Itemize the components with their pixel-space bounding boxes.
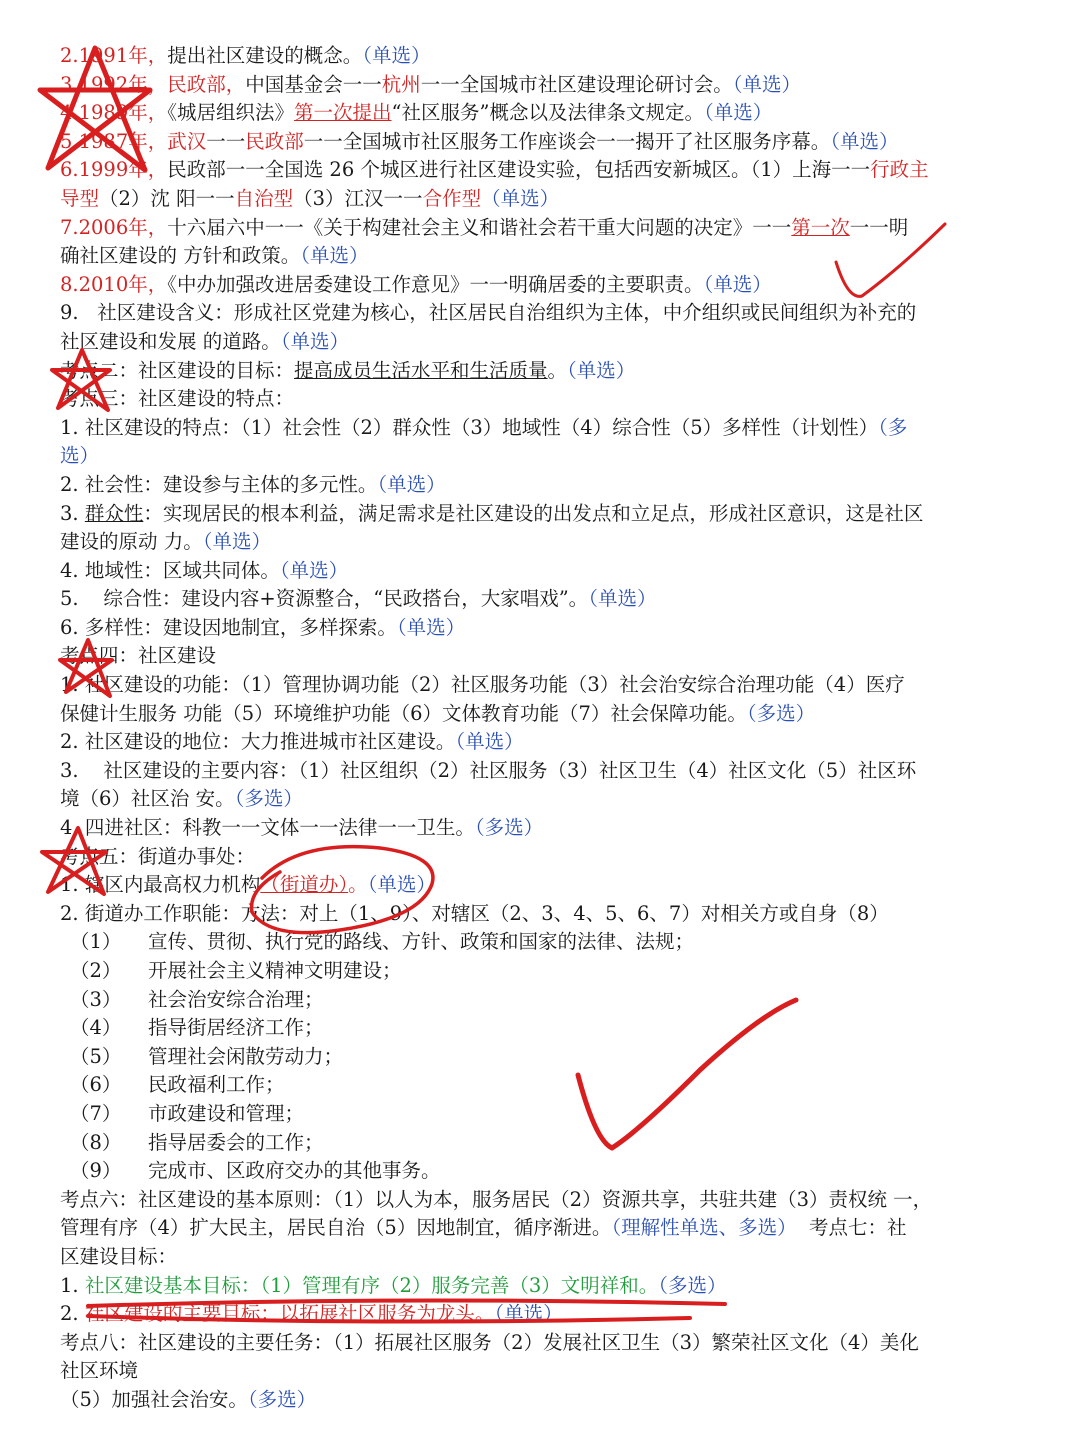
tag-single: （单选） [703,272,772,296]
line-1 [60,42,1050,71]
duty-number: （2） [70,959,122,982]
line-8 [60,242,1050,271]
tag-multi-part: （多 [878,415,908,439]
item-number: 1. [60,415,79,439]
red-text: 合作型 [422,186,482,210]
year-1987: 5.1987年， [60,129,168,153]
duty-number: （7） [70,1101,122,1125]
text: 保健计生服务 功能（5）环境维护功能（6）文体教育功能（7）社会保障功能。 [60,701,747,725]
item-number: 1. [60,1273,79,1297]
text: 一一全国城市社区建设理论研讨会。 [420,72,733,96]
item-number: 3. [60,758,79,782]
year-1991: 2.1991年， [60,44,168,67]
line-13 [60,385,1050,414]
line-5 [60,156,1050,185]
text: 。 [547,358,568,382]
line-29 [60,843,1050,872]
item-number: 2. [60,901,79,925]
duty-number: （9） [70,1159,122,1183]
underlined-red-text: 第一次 [791,215,850,239]
text: 社区环境 [60,1359,139,1383]
text: 一一 [206,129,246,153]
line-22 [60,642,1050,671]
underlined-red-text: 第一次提出 [294,101,392,125]
red-text: 行政主 [870,158,929,182]
duty-text: 市政建设和管理； [148,1101,305,1125]
section-heading: 考点四：社区建设 [60,644,217,668]
red-text: 导型 [60,186,100,210]
year-1999: 6.1999年， [60,158,168,182]
tag-single: （单选） [280,329,349,353]
text: 十六届六中一一《关于构建社会主义和谐社会若干重大问题的决定》一一 [167,215,792,239]
text: 中国基金会一一 [245,72,382,96]
duty-number: （1） [70,930,122,954]
item-number: 3. [60,501,79,525]
duty-text: 指导居委会的工作； [148,1130,324,1154]
text: 社会性：建设参与主体的多元性。 [84,472,378,496]
duty-7 [60,1100,1050,1129]
tag-single: （单选） [732,72,802,96]
duty-1 [60,928,1050,957]
tag-multi: （多选） [474,816,544,840]
tag-multi-part: 选） [60,444,100,468]
line-24 [60,700,1050,729]
tag-single: （单选） [481,186,560,210]
year-1989: 4.1989年， [60,101,168,125]
duty-text: 管理社会闲散劳动力； [148,1044,344,1068]
item-number: 9. [60,301,79,325]
line-23 [60,671,1050,700]
red-text: 民政部 [245,129,304,153]
text: 社区建设和发展 的道路。 [60,329,281,353]
text: 辖区内最高权力机构 [84,873,261,897]
text: 街道办工作职能：方法：对上（1、9）、对辖区（2、3、4、5、6、7）对相关方或自身（8） [84,901,889,925]
line-45 [60,1300,1050,1329]
section-heading: 考点三：社区建设的特点： [60,387,295,411]
text: 社区建设的功能：（1）管理协调功能（2）社区服务功能（3）社会治安综合治理功能（4）医疗 [84,673,905,697]
text: （5）加强社会治安。 [60,1387,248,1411]
section-heading: 考点二：社区建设的目标： [60,358,295,382]
section-heading: 考点五：街道办事处： [60,844,256,868]
duty-6 [60,1071,1050,1100]
line-25 [60,728,1050,757]
line-18 [60,528,1050,557]
item-number: 2. [60,1302,79,1326]
duty-text: 社会治安综合治理； [148,987,324,1011]
line-44 [60,1272,1050,1301]
item-number: 5. [60,587,79,611]
duty-number: （6） [70,1073,122,1097]
text: 确社区建设的 方针和政策。 [60,244,301,268]
item-number: 2. [60,472,79,496]
underlined-text: 群众性 [84,501,144,525]
duty-text: 开展社会主义精神文明建设； [148,959,402,982]
line-47 [60,1357,1050,1386]
line-26 [60,757,1050,786]
line-7 [60,214,1050,243]
text: 多样性：建设因地制宜，多样探索。 [84,615,397,639]
text: （3）江汉一一 [293,186,423,210]
duty-8 [60,1129,1050,1158]
duty-text: 宣传、贯彻、执行党的路线、方针、政策和国家的法律、法规； [148,930,695,954]
item-number: 2. [60,730,79,754]
duty-text: 完成市、区政府交办的其他事务。 [148,1159,441,1183]
tag-multi: （多选） [247,1387,317,1411]
line-11 [60,328,1050,357]
red-text: 。 [348,873,368,897]
tag-single: （单选） [367,873,436,897]
line-4 [60,128,1050,157]
line-48 [60,1386,1050,1415]
line-6 [60,185,1050,214]
text: （2）沈 阳一一 [99,186,235,210]
item-number: 1. [60,673,79,697]
text: 综合性：建设内容+资源整合，“民政搭台，大家唱戏”。 [103,587,589,611]
tag-single: （单选） [455,730,524,754]
tag-single: （单选） [377,472,446,496]
red-text: 武汉 [167,129,207,153]
year-2006: 7.2006年， [60,215,168,239]
text: “社区服务”概念以及法律条文规定。 [391,101,704,125]
text: 《中办加强改进居委建设工作意见》一一明确居委的主要职责。 [167,272,704,296]
line-31 [60,900,1050,929]
year-1992: 3.1992年， [60,72,168,96]
tag-multi: （多选） [658,1273,727,1297]
tag-single: （单选） [279,558,349,582]
text: 社区建设的地位：大力推进城市社区建设。 [84,730,456,754]
duty-number: （5） [70,1044,122,1068]
duty-text: 指导街居经济工作； [148,1016,324,1040]
line-12 [60,357,1050,386]
duty-number: （4） [70,1016,122,1040]
tag-multi: （多选） [234,787,303,811]
line-10 [60,299,1050,328]
text: 一一全国城市社区服务工作座谈会一一揭开了社区服务序幕。 [303,129,831,153]
text: 一一明 [849,215,909,239]
duty-9 [60,1157,1050,1186]
section-heading: 考点七：社 [809,1216,907,1240]
line-16 [60,471,1050,500]
item-number: 6. [60,615,79,639]
line-27 [60,785,1050,814]
tag-single: （单选） [300,244,369,268]
text: 社区建设的主要内容：（1）社区组织（2）社区服务（3）社区卫生（4）社区文化（5）社区环 [103,758,917,782]
line-42 [60,1214,1050,1243]
tag-combo: （理解性单选、多选） [611,1216,797,1240]
item-number: 1. [60,873,79,897]
green-text: 社区建设基本目标：（1）管理有序（2）服务完善（3）文明祥和。 [84,1273,659,1297]
text: 社区建设的特点：（1）社会性（2）群众性（3）地域性（4）综合性（5）多样性（计划性） [84,415,879,439]
line-2 [60,71,1050,100]
underlined-text: 提高成员生活水平和生活质量 [294,358,548,382]
duty-number: （8） [70,1130,122,1154]
duty-number: （3） [70,987,122,1011]
duty-text: 民政福利工作； [148,1073,285,1097]
duty-4 [60,1014,1050,1043]
struck-text: 社区建设的主要目标：以拓展社区服务为龙头。 [84,1302,495,1326]
line-28 [60,814,1050,843]
text: 《城居组织法》 [167,101,294,125]
line-30 [60,871,1050,900]
text: 社区建设含义：形成社区党建为核心，社区居民自治组织为主体，中介组织或民间组织为补充的 [97,301,917,325]
line-15 [60,442,1050,471]
section-heading: 考点六：社区建设的基本原则：（1）以人为本，服务居民（2）资源共享，共驻共建（3）责权统 一， [60,1187,933,1211]
tag-single: （单选） [362,44,431,67]
red-text: 自治型 [234,186,294,210]
text: 区建设目标： [60,1244,178,1268]
tag-single: （单选） [703,101,773,125]
text: 民政部一一全国选 26 个城区进行社区建设实验，包括西安新城区。（1）上海一一 [167,158,871,182]
document-page [60,42,1050,1415]
duty-2 [60,957,1050,986]
line-14 [60,414,1050,443]
text: 建设的原动 力。 [60,530,203,554]
underlined-red-text: （街道办） [260,873,349,897]
item-number: 4. [60,558,79,582]
red-text: 杭州 [381,72,421,96]
line-9 [60,271,1050,300]
line-20 [60,585,1050,614]
tag-multi: （多选） [746,701,816,725]
text: 境（6）社区治 安。 [60,787,235,811]
line-3 [60,99,1050,128]
red-text: 民政部， [167,72,246,96]
duty-5 [60,1043,1050,1072]
tag-single: （单选） [830,129,899,153]
line-41 [60,1186,1050,1215]
tag-single: （单选） [202,530,271,554]
tag-single: （单选） [396,615,466,639]
line-43 [60,1243,1050,1272]
tag-single: （单选） [588,587,657,611]
text: ：实现居民的根本利益，满足需求是社区建设的出发点和立足点，形成社区意识，这是社区 [143,501,924,525]
line-17 [60,500,1050,529]
text: 地域性：区域共同体。 [84,558,280,582]
line-46 [60,1329,1050,1358]
line-21 [60,614,1050,643]
item-number: 4. [60,816,79,840]
text: 管理有序（4）扩大民主，居民自治（5）因地制宜，循序渐进。 [60,1216,612,1240]
year-2010: 8.2010年， [60,272,168,296]
section-heading: 考点八：社区建设的主要任务：（1）拓展社区服务（2）发展社区卫生（3）繁荣社区文化（4）美化 [60,1330,919,1354]
tag-single: （单选） [567,358,636,382]
duty-3 [60,986,1050,1015]
text: 四进社区：科教一一文体一一法律一一卫生。 [84,816,475,840]
text-1: 提出社区建设的概念。 [167,44,363,67]
line-19 [60,557,1050,586]
tag-single: （单选） [494,1302,563,1326]
